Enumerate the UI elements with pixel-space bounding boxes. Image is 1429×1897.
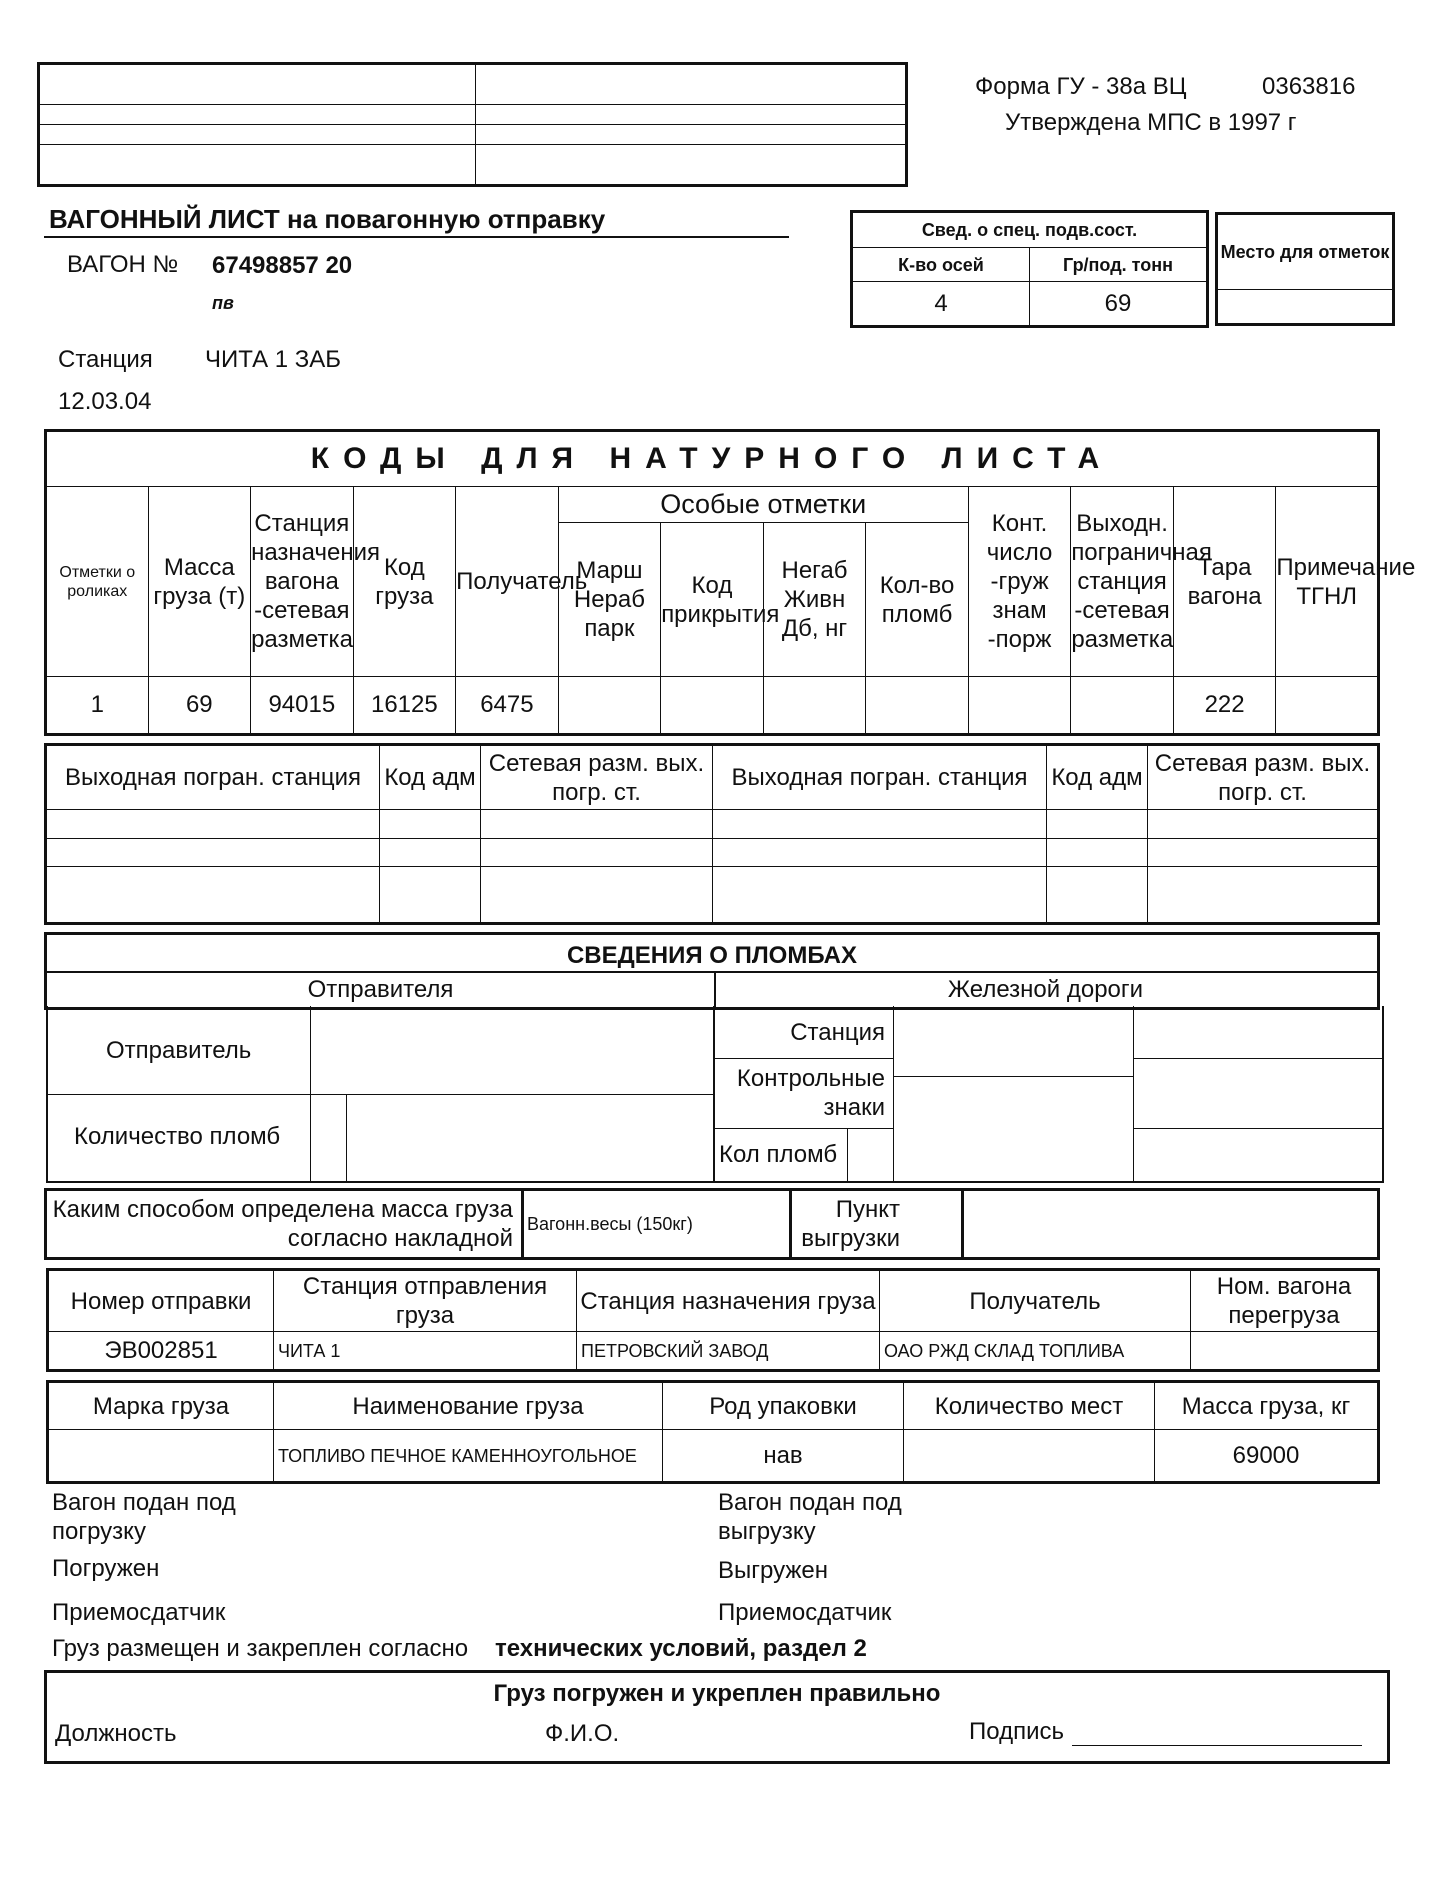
shipment-header: Ном. вагона перегруза bbox=[1191, 1270, 1379, 1332]
station-date: 12.03.04 bbox=[58, 388, 152, 415]
signature-label: Подпись bbox=[969, 1718, 1064, 1745]
marks-box bbox=[1215, 212, 1395, 326]
right-acceptor: Приемосдатчик bbox=[718, 1599, 892, 1626]
cargo-table bbox=[46, 1380, 1380, 1484]
shipment-value: ЧИТА 1 bbox=[274, 1332, 577, 1371]
cargo-header: Марка груза bbox=[48, 1382, 274, 1430]
shipment-header: Станция назначения груза bbox=[577, 1270, 880, 1332]
wagon-sub: пв bbox=[212, 293, 234, 313]
cargo-value: 69000 bbox=[1155, 1430, 1379, 1483]
codes-header: Код груза bbox=[353, 487, 456, 677]
approved-note: Утверждена МПС в 1997 г bbox=[1005, 109, 1297, 136]
codes-value bbox=[968, 677, 1071, 735]
seals-title: СВЕДЕНИЯ О ПЛОМБАХ bbox=[566, 942, 858, 969]
codes-value: 1 bbox=[46, 677, 149, 735]
cargo-value: нав bbox=[663, 1430, 904, 1483]
codes-header: Марш Нераб парк bbox=[558, 523, 661, 677]
codes-value bbox=[866, 677, 969, 735]
seals-left bbox=[46, 1006, 715, 1183]
spec-table bbox=[850, 210, 1209, 328]
codes-header: Получатель bbox=[456, 487, 559, 677]
codes-header: Станция назначения вагона -сетевая разметка bbox=[251, 487, 354, 677]
shipment-table bbox=[46, 1268, 1380, 1372]
shipment-header: Получатель bbox=[880, 1270, 1191, 1332]
codes-value bbox=[661, 677, 764, 735]
signature-line bbox=[1072, 1745, 1362, 1746]
mass-method-label: Каким способом определена масса груза согласно накладной bbox=[52, 1196, 513, 1252]
shipment-value: ЭВ002851 bbox=[48, 1332, 274, 1371]
codes-header: Код прикрытия bbox=[661, 523, 764, 677]
codes-value bbox=[1276, 677, 1379, 735]
cargo-header: Количество мест bbox=[904, 1382, 1155, 1430]
spec-title: Свед. о спец. подв.сост. bbox=[852, 212, 1208, 248]
shipment-value bbox=[1191, 1332, 1379, 1371]
border-table bbox=[44, 743, 1380, 925]
position-label: Должность bbox=[55, 1720, 177, 1747]
codes-value: 222 bbox=[1173, 677, 1276, 735]
shipment-value: ПЕТРОВСКИЙ ЗАВОД bbox=[577, 1332, 880, 1371]
border-header: Сетевая разм. вых. погр. ст. bbox=[1148, 745, 1379, 810]
codes-value: 69 bbox=[148, 677, 251, 735]
title-underline bbox=[44, 236, 789, 238]
axles-label: К-во осей bbox=[852, 247, 1030, 281]
seals-railway-col: Железной дороги bbox=[947, 976, 1144, 1003]
mass-method-box bbox=[44, 1188, 1380, 1260]
placed-bold-text: технических условий, раздел 2 bbox=[495, 1635, 867, 1662]
tonnage-label: Гр/под. тонн bbox=[1030, 247, 1208, 281]
codes-value bbox=[763, 677, 866, 735]
seals-right bbox=[713, 1006, 1384, 1183]
border-header: Выходная погран. станция bbox=[713, 745, 1047, 810]
codes-value: 6475 bbox=[456, 677, 559, 735]
codes-header: Примечание ТГНЛ bbox=[1276, 487, 1379, 677]
form-number: 0363816 bbox=[1262, 73, 1356, 100]
shipment-header: Номер отправки bbox=[48, 1270, 274, 1332]
wagon-label: ВАГОН № bbox=[67, 251, 179, 278]
seal-count-label: Количество пломб bbox=[74, 1123, 281, 1150]
codes-header: Негаб Живн Дб, нг bbox=[763, 523, 866, 677]
tonnage-value: 69 bbox=[1030, 282, 1208, 327]
sender-label: Отправитель bbox=[106, 1037, 252, 1064]
codes-header: Конт. число -груж знам -порж bbox=[968, 487, 1071, 677]
right-unloaded: Выгружен bbox=[718, 1557, 829, 1584]
codes-table bbox=[44, 429, 1416, 736]
cargo-value bbox=[904, 1430, 1155, 1483]
left-submitted-loading: Вагон подан под погрузку bbox=[52, 1489, 236, 1545]
codes-value: 16125 bbox=[353, 677, 456, 735]
seal-count-rail-label: Кол пломб bbox=[719, 1141, 838, 1168]
codes-title: КОДЫ ДЛЯ НАТУРНОГО ЛИСТА bbox=[46, 431, 1379, 487]
cargo-header: Род упаковки bbox=[663, 1382, 904, 1430]
page-title: ВАГОННЫЙ ЛИСТ на повагонную отправку bbox=[49, 204, 606, 234]
cargo-value: ТОПЛИВО ПЕЧНОЕ КАМЕННОУГОЛЬНОЕ bbox=[274, 1430, 663, 1483]
axles-value: 4 bbox=[852, 282, 1030, 327]
cargo-header: Наименование груза bbox=[274, 1382, 663, 1430]
left-loaded: Погружен bbox=[52, 1555, 160, 1582]
border-header: Код адм bbox=[380, 745, 481, 810]
control-signs-label: Контрольные знаки bbox=[736, 1065, 885, 1121]
left-acceptor: Приемосдатчик bbox=[52, 1599, 226, 1626]
cargo-value bbox=[48, 1430, 274, 1483]
station-seal-label: Станция bbox=[790, 1019, 885, 1046]
seals-sender-col: Отправителя bbox=[307, 976, 454, 1003]
form-name: Форма ГУ - 38а ВЦ bbox=[975, 73, 1187, 100]
codes-header: Масса груза (т) bbox=[148, 487, 251, 677]
border-header: Сетевая разм. вых. погр. ст. bbox=[481, 745, 713, 810]
mass-method-value: Вагонн.весы (150кг) bbox=[527, 1214, 693, 1234]
border-header: Выходная погран. станция bbox=[46, 745, 380, 810]
codes-value bbox=[1071, 677, 1174, 735]
marks-label: Место для отметок bbox=[1217, 214, 1394, 290]
placed-text: Груз размещен и закреплен согласно bbox=[52, 1635, 469, 1662]
fio-label: Ф.И.О. bbox=[545, 1720, 620, 1747]
shipment-value: ОАО РЖД СКЛАД ТОПЛИВА bbox=[880, 1332, 1191, 1371]
special-title: Особые отметки bbox=[558, 487, 968, 523]
codes-header: Выходн. пограничная станция -сетевая разметка bbox=[1071, 487, 1174, 677]
station-label: Станция bbox=[58, 346, 153, 373]
loaded-correctly-title: Груз погружен и укреплен правильно bbox=[493, 1680, 941, 1707]
unload-point-label: Пункт выгрузки bbox=[801, 1196, 900, 1252]
loaded-correctly-box bbox=[44, 1670, 1390, 1764]
codes-value bbox=[558, 677, 661, 735]
seals-title-box bbox=[44, 932, 1380, 1010]
wagon-number: 67498857 20 bbox=[212, 252, 353, 279]
cargo-header: Масса груза, кг bbox=[1155, 1382, 1379, 1430]
right-submitted-unloading: Вагон подан под выгрузку bbox=[718, 1489, 902, 1545]
station-value: ЧИТА 1 ЗАБ bbox=[205, 346, 342, 373]
codes-header: Отметки о роликах bbox=[46, 487, 149, 677]
border-header: Код адм bbox=[1047, 745, 1148, 810]
shipment-header: Станция отправления груза bbox=[274, 1270, 577, 1332]
codes-value: 94015 bbox=[251, 677, 354, 735]
top-blank-grid bbox=[37, 62, 908, 187]
codes-header: Тара вагона bbox=[1173, 487, 1276, 677]
codes-header: Кол-во пломб bbox=[866, 523, 969, 677]
